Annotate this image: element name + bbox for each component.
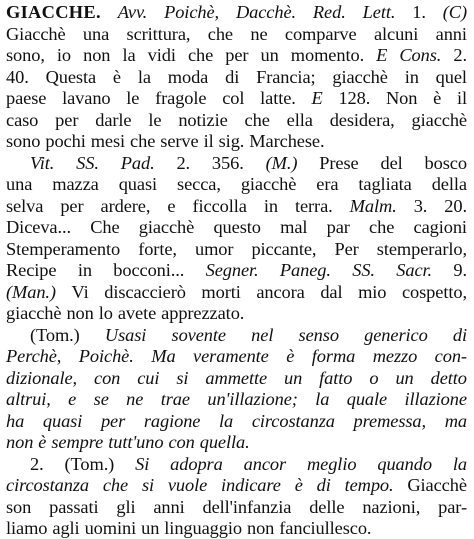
entry-line <box>30 453 467 475</box>
entry-word: 9. <box>453 260 467 280</box>
entry-word: Dacchè. <box>235 2 297 22</box>
entry-word: quando <box>377 453 432 474</box>
entry-word: caso <box>6 109 39 130</box>
entry-word: secca, <box>177 174 221 194</box>
entry-word: dal <box>320 281 343 302</box>
entry-word: Vit. <box>30 152 55 173</box>
entry-line <box>6 345 467 367</box>
entry-line <box>6 281 467 303</box>
entry-word: non <box>6 432 34 452</box>
entry-word: che <box>369 217 395 237</box>
entry-word: Poichè, <box>164 2 220 22</box>
entry-word: agli <box>52 518 80 538</box>
entry-word: e <box>167 195 176 216</box>
entry-line <box>6 238 467 260</box>
entry-word: la <box>315 389 330 409</box>
entry-word: quel <box>435 66 467 87</box>
entry-word: Ma <box>151 346 176 366</box>
entry-word: par <box>326 217 350 237</box>
entry-word: son <box>6 496 32 517</box>
entry-word: di <box>452 324 467 345</box>
entry-word: tutt'uno <box>108 432 164 452</box>
entry-word: col <box>222 88 245 108</box>
entry-word: quasi <box>42 410 83 431</box>
entry-word: la <box>452 453 467 474</box>
entry-word: è <box>286 346 295 366</box>
entry-line <box>6 496 467 518</box>
entry-word: liamo <box>6 518 48 538</box>
entry-word: giacchè <box>138 217 195 237</box>
entry-word: ragione <box>143 410 201 431</box>
entry-line <box>6 173 467 195</box>
entry-word: ma <box>444 410 467 431</box>
entry-word: sono <box>6 131 41 151</box>
entry-line <box>6 1 467 23</box>
entry-word: senso <box>298 324 339 345</box>
entry-word: 2. <box>30 453 44 474</box>
entry-word: 3. <box>413 195 428 216</box>
entry-word: che <box>207 23 233 44</box>
entry-word: mazza <box>52 174 99 194</box>
entry-word: Pad. <box>120 152 155 173</box>
entry-word: moda <box>167 66 209 87</box>
entry-word: sono, <box>6 45 45 65</box>
entry-word: vidi <box>147 45 176 65</box>
entry-word: 2. <box>176 152 191 173</box>
entry-word: morti <box>201 281 241 302</box>
entry-word: meglio <box>306 453 357 474</box>
headword: GIACCHE. <box>6 2 101 22</box>
entry-word: fragole <box>155 88 207 108</box>
entry-word: Stemperamento <box>6 238 121 259</box>
entry-word: quasi <box>118 174 158 194</box>
entry-word: 128. <box>338 88 371 108</box>
entry-word: fatto <box>319 367 353 388</box>
entry-line <box>6 410 467 432</box>
entry-line <box>6 23 467 45</box>
entry-word: (M.) <box>265 152 298 173</box>
entry-word: che <box>102 475 129 495</box>
entry-line <box>6 431 467 453</box>
entry-word: circostanza <box>251 410 335 431</box>
entry-word: Si <box>135 453 150 474</box>
entry-word: Non <box>385 88 418 108</box>
entry-word: fanciullesco. <box>279 518 372 538</box>
entry-word: non <box>83 45 111 65</box>
entry-word: terra. <box>294 195 333 216</box>
entry-word: linguaggio <box>164 518 242 538</box>
entry-word: e <box>68 389 77 409</box>
entry-line <box>6 216 467 238</box>
entry-word: in <box>263 195 278 216</box>
entry-word: (C) <box>442 2 467 22</box>
entry-word: darle <box>95 109 132 130</box>
entry-word: con <box>168 432 195 452</box>
entry-word: giacchè <box>411 109 467 130</box>
entry-word: con- <box>434 346 467 366</box>
entry-word: ancor <box>243 453 287 474</box>
entry-word: Avv. <box>117 2 148 22</box>
entry-word: quella. <box>199 432 250 452</box>
entry-word: veramente <box>193 346 269 366</box>
entry-word: stemperarlo, <box>376 238 467 259</box>
entry-word: Che <box>90 217 120 237</box>
entry-word: che <box>187 45 214 65</box>
entry-word: piccante, <box>251 238 317 259</box>
entry-word: è <box>433 88 442 108</box>
entry-word: scrittura, <box>126 23 191 44</box>
entry-word: era <box>316 174 339 194</box>
entry-word: che <box>130 131 156 151</box>
entry-word: Giacchè <box>6 23 66 44</box>
entry-line <box>6 66 467 88</box>
entry-word: dizionale, <box>6 367 78 388</box>
entry-word: sig. <box>218 131 245 151</box>
entry-word: nazioni, <box>362 496 421 517</box>
entry-word: gli <box>116 496 136 517</box>
entry-word: io <box>56 45 72 65</box>
entry-word: tagliata <box>358 174 412 194</box>
entry-word: le <box>126 88 140 108</box>
entry-word: ella <box>286 109 313 130</box>
entry-word: un <box>284 367 303 388</box>
entry-word: nel <box>251 324 274 345</box>
entry-word: Questa <box>45 66 97 87</box>
entry-word: un <box>395 367 414 388</box>
entry-word: Malm. <box>349 195 397 216</box>
entry-word: Red. <box>312 2 346 22</box>
entry-word: sempre <box>51 432 104 452</box>
entry-word: mezzo <box>372 346 418 366</box>
entry-word: di <box>316 475 331 495</box>
entry-word: ardere, <box>100 195 151 216</box>
entry-word: si <box>141 475 155 495</box>
entry-word: ancora <box>256 281 305 302</box>
entry-line <box>6 44 467 66</box>
entry-word: 20. <box>444 195 467 216</box>
entry-word: (Tom.) <box>64 453 115 474</box>
entry-word: per <box>225 45 249 65</box>
entry-line <box>6 517 467 539</box>
entry-word: desidera, <box>329 109 395 130</box>
entry-word: detto <box>430 367 467 388</box>
entry-word: generico <box>364 324 428 345</box>
entry-word: Sacr. <box>396 260 433 280</box>
entry-word: per <box>55 109 79 130</box>
entry-word: giacchè <box>6 303 62 323</box>
entry-word: SS. <box>76 152 99 173</box>
entry-word: indicare <box>221 475 281 495</box>
entry-word: mal <box>280 217 308 237</box>
entry-word: adopra <box>170 453 223 474</box>
entry-word: o <box>369 367 379 388</box>
entry-word: comparve <box>284 23 357 44</box>
entry-word: Francia; <box>256 66 316 87</box>
entry-word: E <box>376 45 388 65</box>
entry-word: è <box>38 432 47 452</box>
entry-word: con <box>94 367 121 388</box>
entry-word: la <box>219 410 234 431</box>
entry-word: trae <box>160 389 190 409</box>
entry-word: in <box>404 66 419 87</box>
entry-word: è <box>112 66 121 87</box>
entry-word: premessa, <box>353 410 427 431</box>
entry-word: Per <box>334 238 359 259</box>
entry-word: Cons. <box>399 45 442 65</box>
entry-line <box>6 302 467 324</box>
entry-word: 356. <box>211 152 244 173</box>
entry-word: lo <box>98 303 113 323</box>
entry-word: un <box>141 518 160 538</box>
entry-word: forma <box>311 346 356 366</box>
entry-word: per <box>60 195 84 216</box>
entry-word: Perchè, <box>6 346 62 366</box>
entry-word: 1. <box>412 2 426 22</box>
entry-word: si <box>176 367 189 388</box>
entry-word: ficcolla <box>192 195 247 216</box>
entry-word: pochi <box>45 131 86 151</box>
entry-word: altrui, <box>6 389 51 409</box>
entry-word: latte. <box>260 88 296 108</box>
entry-word: tempo. <box>344 475 394 495</box>
entry-word: notizie <box>178 109 228 130</box>
entry-line <box>30 324 467 346</box>
entry-word: anni <box>153 496 185 517</box>
entry-word: quale <box>346 389 388 409</box>
entry-word: dell'infanzia <box>202 496 292 517</box>
entry-word: le <box>148 109 162 130</box>
entry-word: il <box>203 131 214 151</box>
entry-word: per <box>100 410 126 431</box>
entry-word: mesi <box>90 131 126 151</box>
entry-word: Segner. <box>205 260 259 280</box>
entry-line <box>6 367 467 389</box>
entry-word: una <box>82 23 110 44</box>
entry-word: 40. <box>6 66 29 87</box>
entry-word: serve <box>160 131 199 151</box>
entry-line <box>6 259 467 281</box>
entry-word: passati <box>49 496 99 517</box>
entry-word: Vi <box>71 281 89 302</box>
entry-word: ne <box>250 23 268 44</box>
entry-line <box>6 87 467 109</box>
entry-line <box>6 130 467 152</box>
entry-word: una <box>6 174 33 194</box>
entry-word: alcuni <box>373 23 419 44</box>
entry-word: Prese <box>319 152 359 173</box>
entry-word: lavano <box>62 88 111 108</box>
entry-word: illazione <box>404 389 467 409</box>
entry-word: Lett. <box>362 2 396 22</box>
entry-word: ammette <box>205 367 268 388</box>
entry-word: che <box>244 109 270 130</box>
entry-word: paese <box>6 88 47 108</box>
entry-word: Paneg. <box>279 260 331 280</box>
entry-word: anni <box>435 23 467 44</box>
entry-word: la <box>137 66 151 87</box>
entry-word: uomini <box>84 518 137 538</box>
entry-word: il <box>456 88 467 108</box>
entry-word: mio <box>358 281 387 302</box>
entry-word: di <box>225 66 240 87</box>
entry-word: Poichè. <box>78 346 134 366</box>
entry-word: Giacchè <box>407 475 467 495</box>
entry-word: in <box>77 260 92 280</box>
entry-word: Diceva... <box>6 217 71 237</box>
entry-word: E <box>311 88 323 108</box>
entry-word: cospetto, <box>401 281 467 302</box>
entry-word: non <box>66 303 94 323</box>
entry-word: (Man.) <box>6 281 56 302</box>
entry-word: ne <box>126 389 144 409</box>
entry-word: un'illazione; <box>207 389 298 409</box>
entry-line <box>6 474 467 496</box>
entry-word: par- <box>438 496 467 517</box>
entry-word: un <box>260 45 279 65</box>
entry-word: SS. <box>352 260 375 280</box>
entry-word: questo <box>213 217 261 237</box>
entry-word: giacchè <box>332 66 388 87</box>
entry-word: Usasi <box>104 324 147 345</box>
entry-word: cagioni <box>413 217 467 237</box>
entry-word: 2. <box>453 45 467 65</box>
entry-line <box>6 388 467 410</box>
entry-word: (Tom.) <box>30 324 80 345</box>
entry-word: della <box>431 174 467 194</box>
entry-word: non <box>246 518 275 538</box>
entry-word: la <box>122 45 136 65</box>
entry-word: umor <box>194 238 234 259</box>
entry-word: circostanza <box>6 475 90 495</box>
entry-word: bocconi... <box>113 260 185 280</box>
entry-word: cui <box>137 367 160 388</box>
entry-word: sovente <box>171 324 226 345</box>
entry-word: forte, <box>138 238 177 259</box>
entry-word: bosco <box>424 152 467 173</box>
entry-word: Recipe <box>6 260 57 280</box>
entry-word: avete <box>117 303 157 323</box>
entry-word: Marchese. <box>249 131 325 151</box>
entry-word: momento. <box>290 45 365 65</box>
entry-line <box>6 109 467 131</box>
entry-word: vuole <box>167 475 208 495</box>
entry-word: se <box>93 389 109 409</box>
entry-word: giacchè <box>240 174 297 194</box>
entry-word: selva <box>6 195 44 216</box>
entry-word: delle <box>309 496 345 517</box>
entry-word: ha <box>6 410 25 431</box>
entry-word: del <box>380 152 403 173</box>
entry-line <box>6 195 467 217</box>
entry-word: è <box>294 475 303 495</box>
entry-word: apprezzato. <box>161 303 245 323</box>
entry-word: discaccierò <box>104 281 186 302</box>
entry-line <box>30 152 467 174</box>
